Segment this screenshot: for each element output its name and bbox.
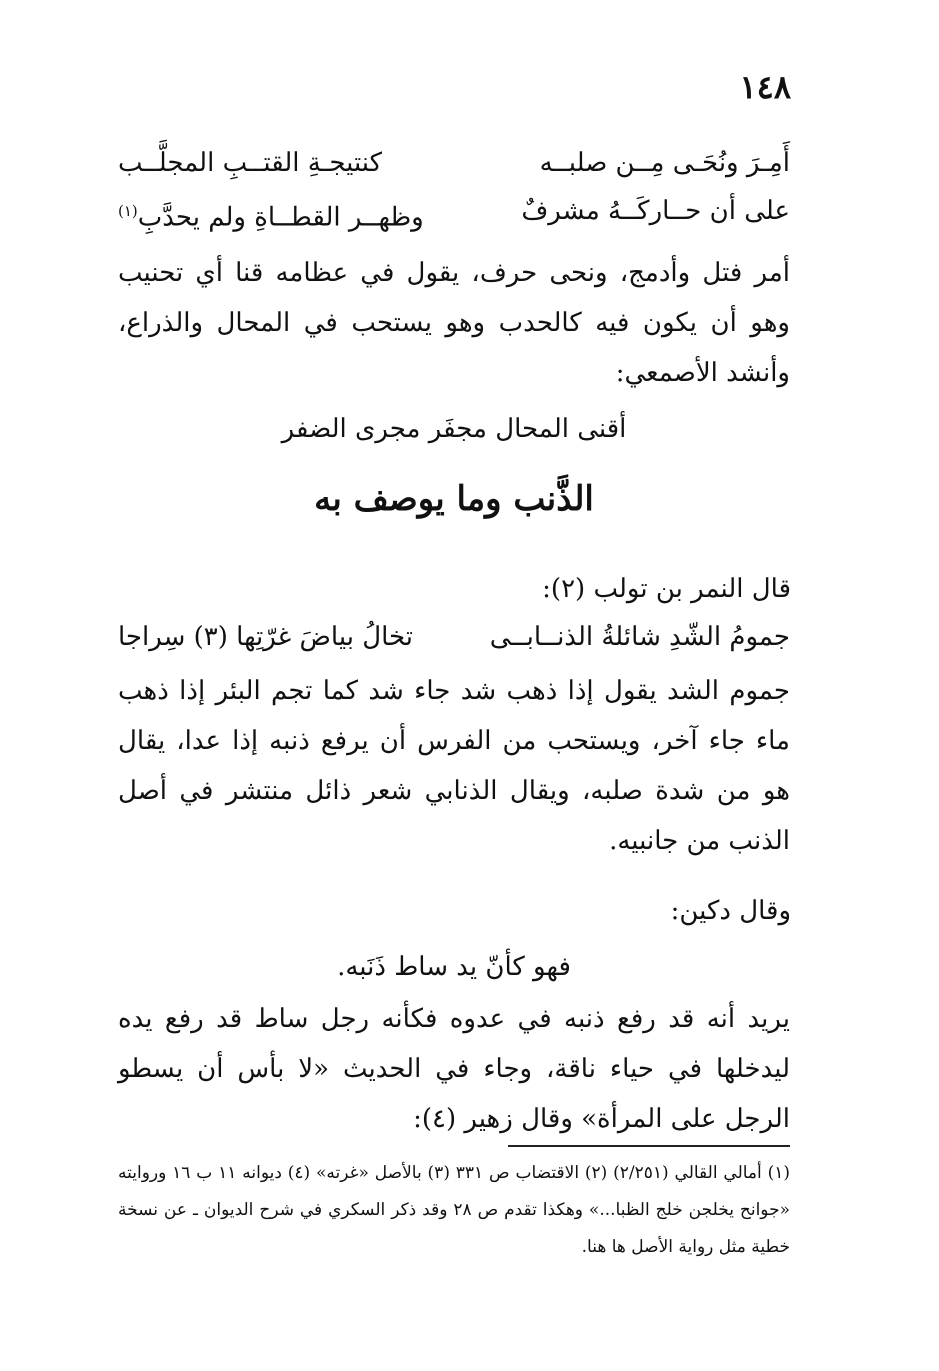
verse-hemistich-right: على أن حــاركَــهُ مشرفٌ (521, 196, 790, 226)
verse-intro: وقال دكين: (670, 896, 791, 926)
verse-text: وظهــر القطــاةِ ولم يحدَّبِ (137, 202, 424, 233)
verse-hemistich-left (118, 186, 424, 243)
verse-hemistich-left: تخالُ بياضَ غرّتِها (٣) سِراجا (118, 622, 414, 652)
paragraph: يريد أنه قد رفع ذنبه في عدوه فكأنه رجل ساط قد رفع يده ليدخلها في حياء ناقة، وجاء في الحديث «لا بأس أن يسطو الرجل على المرأة» وقال زهير (٤): (118, 1004, 790, 1134)
paragraph: جموم الشد يقول إذا ذهب شد جاء شد كما تجم البئر إذا ذهب ماء جاء آخر، ويستحب من الفرس أن يرفع ذنبه إذا عدا، يقال هو من شدة صلبه، ويقال الذنابي شعر ذائل منتشر في أصل الذنب من جانبيه. (118, 676, 790, 856)
verse-hemistich-right: جمومُ الشّدِ شائلةُ الذنــابــى (489, 622, 790, 652)
verse-intro: قال النمر بن تولب (٢): (542, 574, 791, 604)
footnotes: (١) أمالي القالي (٢/٢٥١) (٢) الاقتضاب ص ٣٣١ (٣) بالأصل «غرته» (٤) ديوانه ١١ ب ١٦ وروايته «جوانح يخلجن خلج الظبا...» وهكذا تقدم ص ٢٨ وقد ذكر السكري في شرح الديوان ـ عن نسخة خطية مثل رواية الأصل ها هنا. (118, 1163, 791, 1257)
verse-line (118, 138, 790, 188)
page-number: ١٤٨ (739, 68, 791, 106)
quoted-verse: فهو كأنّ يد ساط ذَنَبه. (337, 952, 571, 982)
verse-hemistich-left: كنتيجـةِ القتــبِ المجلَّــب (118, 148, 383, 178)
paragraph: أمر فتل وأدمج، ونحى حرف، يقول في عظامه قنا أي تحنيب وهو أن يكون فيه كالحدب وهو يستحب في المحال والذراع، وأنشد الأصمعي: (118, 258, 790, 388)
footnote-ref: (١) (118, 202, 138, 220)
footnote-divider (508, 1145, 790, 1147)
verse-line (118, 186, 790, 243)
quoted-verse: أقنى المحال مجفَر مجرى الضفر (281, 414, 627, 444)
section-heading: الذَّنب وما يوصف به (314, 479, 594, 519)
verse-line (118, 612, 790, 662)
verse-hemistich-right: أَمِـرَ ونُحَـى مِــن صلبــه (539, 148, 790, 178)
